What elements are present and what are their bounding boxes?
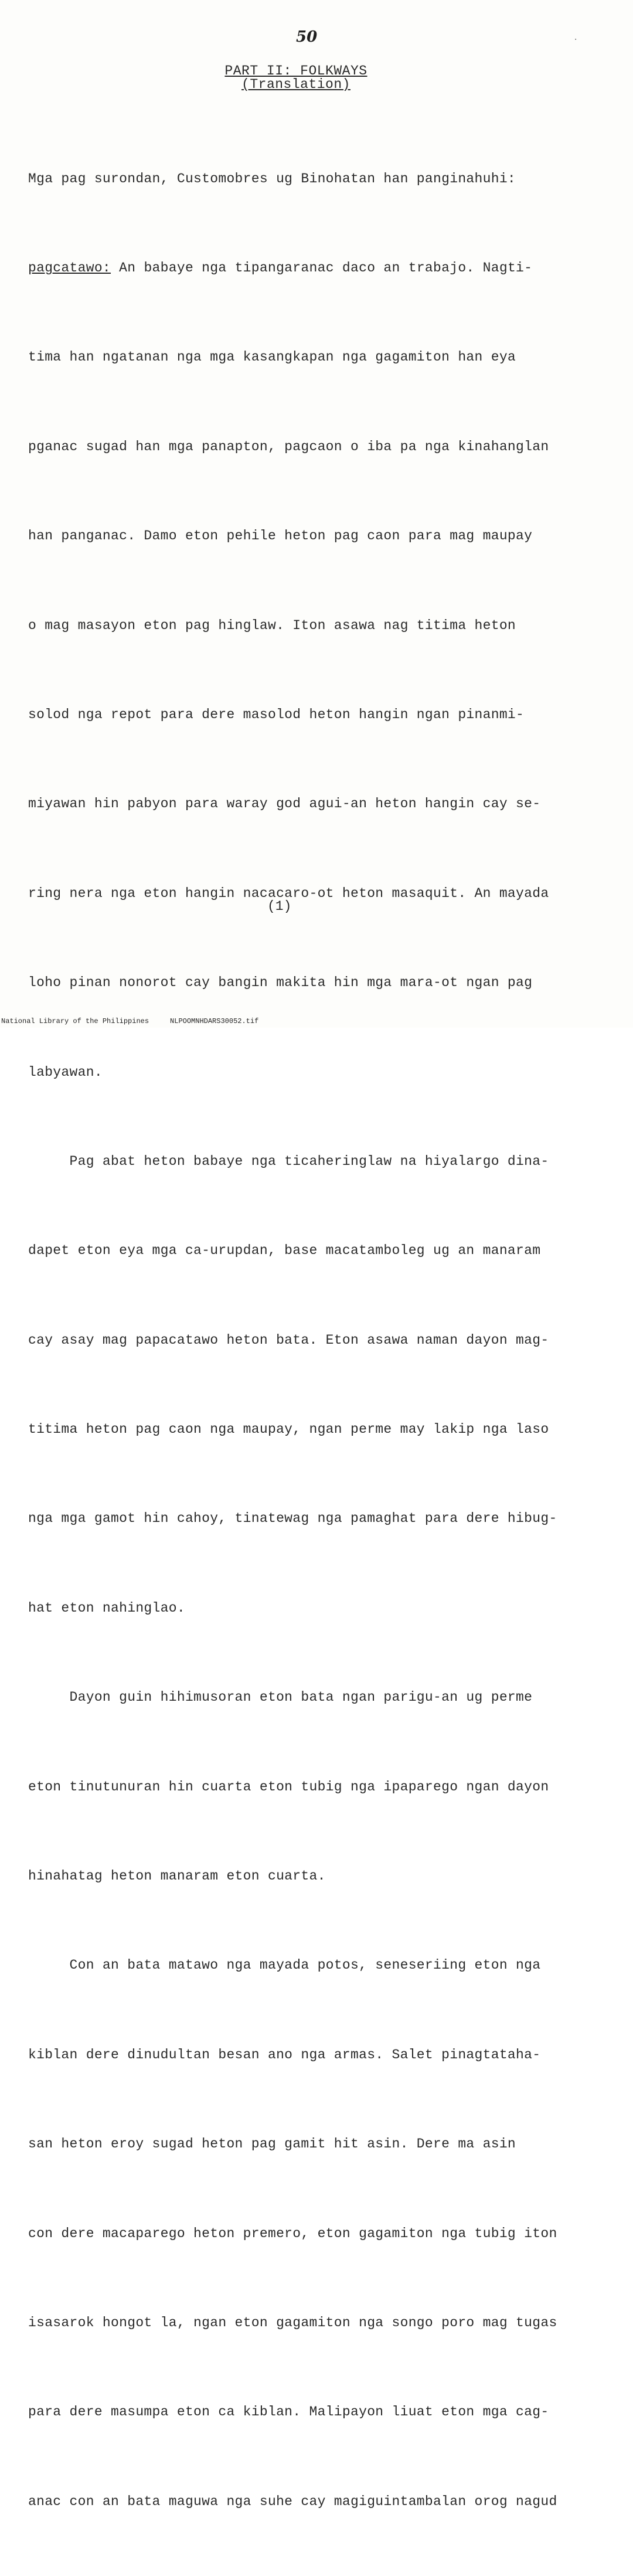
- text-line: con dere macaparego heton premero, eton gagamiton nga tubig iton: [28, 2225, 557, 2241]
- text-line: san heton eroy sugad heton pag gamit hit asin. Dere ma asin: [28, 2136, 516, 2152]
- text-line: solod nga repot para dere masolod heton hangin ngan pinanmi-: [28, 706, 525, 722]
- corner-mark: ·: [573, 35, 578, 45]
- text-line: titima heton pag caon nga maupay, ngan perme may lakip nga laso: [28, 1422, 549, 1437]
- heading-title: PART II: FOLKWAYS: [224, 63, 367, 79]
- text-line: Con an bata matawo nga mayada potos, seneseriing eton nga: [28, 1958, 541, 1973]
- text-segment: An babaye nga tipangaranac daco an trabajo. Nagti-: [111, 260, 533, 276]
- heading-subtitle: (Translation): [241, 77, 350, 92]
- text-line: Dayon guin hihimusoran eton bata ngan parigu-an ug perme: [28, 1690, 533, 1705]
- text-line: Pag abat heton babaye nga ticaheringlaw na hiyalargo dina-: [28, 1153, 549, 1169]
- text-line: ring nera nga eton hangin nacacaro-ot heton masaquit. An mayada: [28, 885, 549, 901]
- footer-library: National Library of the Philippines: [1, 1017, 149, 1025]
- text-line: [28, 253, 605, 283]
- text-line: pganac sugad han mga panapton, pagcaon o iba pa nga kinahanglan: [28, 439, 549, 454]
- text-line: isasarok hongot la, ngan eton gagamiton nga songo poro mag tugas: [28, 2315, 557, 2330]
- footer: [1, 1017, 258, 1025]
- text-line: hat eton nahinglao.: [28, 1600, 185, 1616]
- text-line: loho pinan nonorot cay bangin makita hin mga mara-ot ngan pag: [28, 975, 533, 991]
- text-line: miyawan hin pabyon para waray god agui-an heton hangin cay se-: [28, 796, 541, 812]
- folio-number: (1): [267, 899, 292, 914]
- text-line: han panganac. Damo eton pehile heton pag caon para mag maupay: [28, 528, 533, 544]
- topic-label: pagcatawo:: [28, 260, 111, 276]
- text-line: cay asay mag papacatawo heton bata. Eton asawa naman dayon mag-: [28, 1332, 549, 1348]
- text-line: dapet eton eya mga ca-urupdan, base macatamboleg ug an manaram: [28, 1243, 541, 1259]
- text-line: para dere masumpa eton ca kiblan. Malipayon liuat eton mga cag-: [28, 2404, 549, 2420]
- text-line: tima han ngatanan nga mga kasangkapan nga gagamiton han eya: [28, 349, 516, 365]
- text-line: Mga pag surondan, Customobres ug Binohatan han panginahuhi:: [28, 171, 516, 186]
- text-line: labyawan.: [28, 1064, 103, 1080]
- page-number: 50: [296, 28, 318, 46]
- body-text: [28, 104, 605, 2576]
- text-line: eton tinutunuran hin cuarta eton tubig nga ipaparego ngan dayon: [28, 1779, 549, 1795]
- text-line: kiblan dere dinudultan besan ano nga armas. Salet pinagtataha-: [28, 2047, 541, 2062]
- footer-filename: NLPOOMNHDARS30052.tif: [170, 1017, 259, 1025]
- text-line: hinahatag heton manaram eton cuarta.: [28, 1868, 326, 1884]
- text-line: o mag masayon eton pag hinglaw. Iton asawa nag titima heton: [28, 617, 516, 633]
- text-line: nga mga gamot hin cahoy, tinatewag nga pamaghat para dere hibug-: [28, 1511, 557, 1527]
- text-line: anac con an bata maguwa nga suhe cay magiguintambalan orog nagud: [28, 2493, 557, 2509]
- section-heading: [217, 64, 375, 91]
